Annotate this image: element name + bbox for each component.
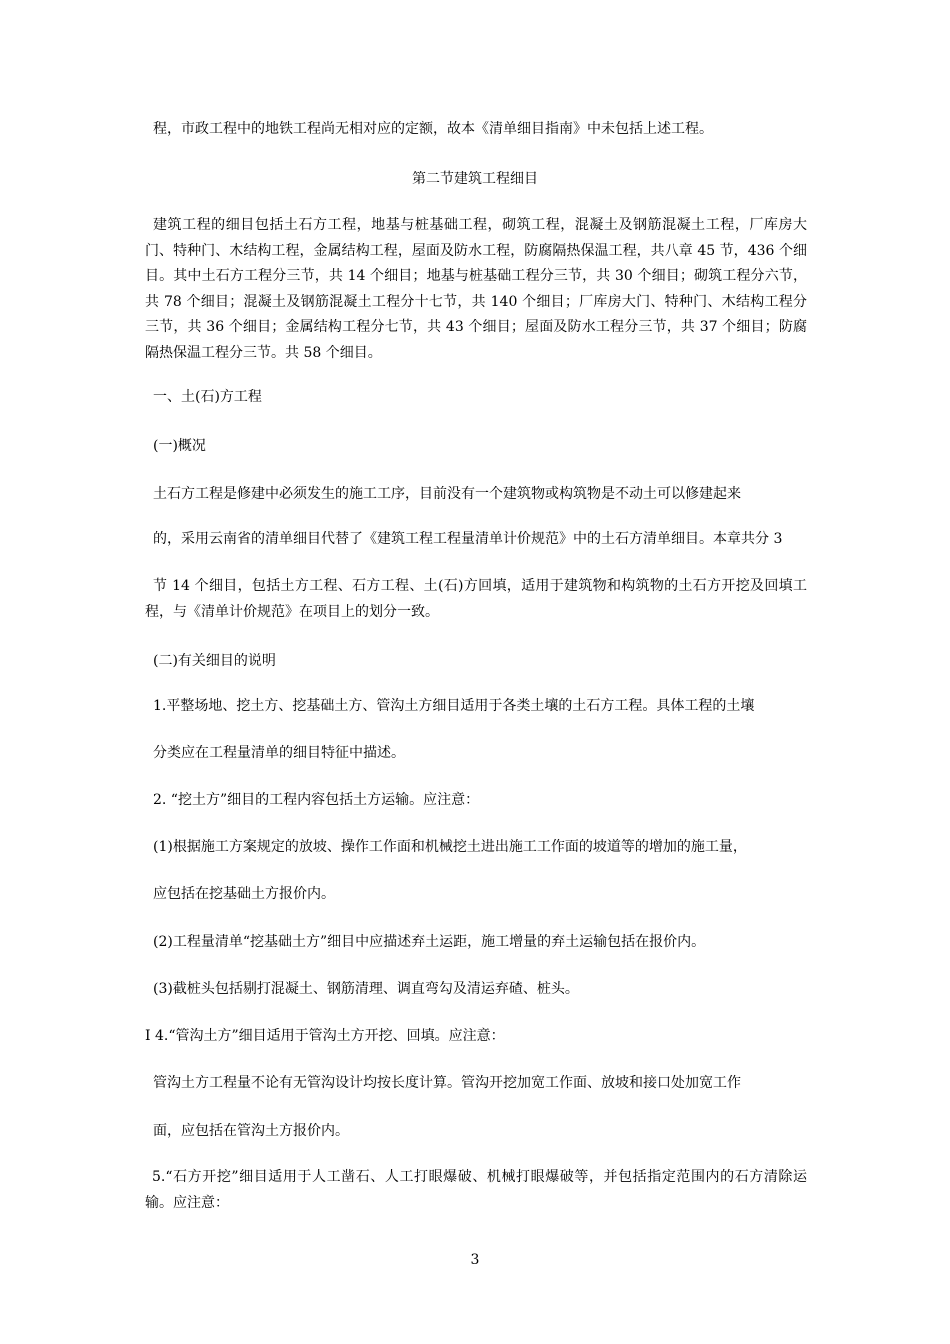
- note-line: 应包括在挖基础土方报价内。: [153, 886, 335, 902]
- subheading-notes: (二)有关细目的说明: [153, 653, 276, 669]
- note-line: 分类应在工程量清单的细目特征中描述。: [153, 745, 405, 761]
- page-number: 3: [470, 1252, 480, 1268]
- note-line: I 4.“管沟土方”细目适用于管沟土方开挖、回填。应注意：: [145, 1028, 505, 1044]
- note-line: 管沟土方工程量不论有无管沟设计均按长度计算。管沟开挖加宽工作面、放坡和接口处加宽工作: [153, 1075, 741, 1091]
- intro-paragraph: 建筑工程的细目包括土石方工程，地基与桩基础工程，砌筑工程，混凝土及钢筋混凝土工程，厂库房大门、特种门、木结构工程，金属结构工程，屋面及防水工程，防腐隔热保温工程，共八章 45 节，436 个细目。其中土石方工程分三节，共 14 个细目；地基与桩基础工程分三节，共 30 个细目；砌筑工程分六节，共 78 个细目；混凝土及钢筋混凝土工程分十七节，共 140 个细目；厂库房大门、特种门、木结构工程分三节，共 36 个细目；金属结构工程分七节，共 43 个细目；屋面及防水工程分三节，共 37 个细目；防腐隔热保温工程分三节。共 58 个细目。: [145, 217, 807, 361]
- note-paragraph: 5.“石方开挖”细目适用于人工凿石、人工打眼爆破、机械打眼爆破等，并包括指定范围内的石方清除运输。应注意：: [145, 1169, 807, 1211]
- chapter-heading: 一、土(石)方工程: [153, 389, 262, 405]
- note-line: (3)截桩头包括剔打混凝土、钢筋清理、调直弯勾及清运弃碴、桩头。: [153, 981, 579, 997]
- section-title: 第二节建筑工程细目: [412, 171, 538, 187]
- note-line: 面，应包括在管沟土方报价内。: [153, 1123, 349, 1139]
- subheading-overview: (一)概况: [153, 438, 206, 454]
- note-line: (2)工程量清单“挖基础土方”细目中应描述弃土运距，施工增量的弃土运输包括在报价内。: [153, 934, 706, 950]
- continuation-line: 程，市政工程中的地铁工程尚无相对应的定额，故本《清单细目指南》中未包括上述工程。: [153, 121, 713, 137]
- note-line: 2. “挖土方”细目的工程内容包括土方运输。应注意：: [153, 792, 480, 808]
- note-line: (1)根据施工方案规定的放坡、操作工作面和机械挖土进出施工工作面的坡道等的增加的施工量，: [153, 839, 747, 855]
- overview-line: 的，采用云南省的清单细目代替了《建筑工程工程量清单计价规范》中的土石方清单细目。本章共分 3: [153, 531, 783, 547]
- overview-paragraph: 节 14 个细目，包括土方工程、石方工程、土(石)方回填，适用于建筑物和构筑物的土石方开挖及回填工程，与《清单计价规范》在项目上的划分一致。: [145, 578, 807, 620]
- overview-line: 土石方工程是修建中必须发生的施工工序，目前没有一个建筑物或构筑物是不动土可以修建起来: [153, 486, 741, 502]
- note-line: 1.平整场地、挖土方、挖基础土方、管沟土方细目适用于各类土壤的土石方工程。具体工程的土壤: [153, 698, 755, 714]
